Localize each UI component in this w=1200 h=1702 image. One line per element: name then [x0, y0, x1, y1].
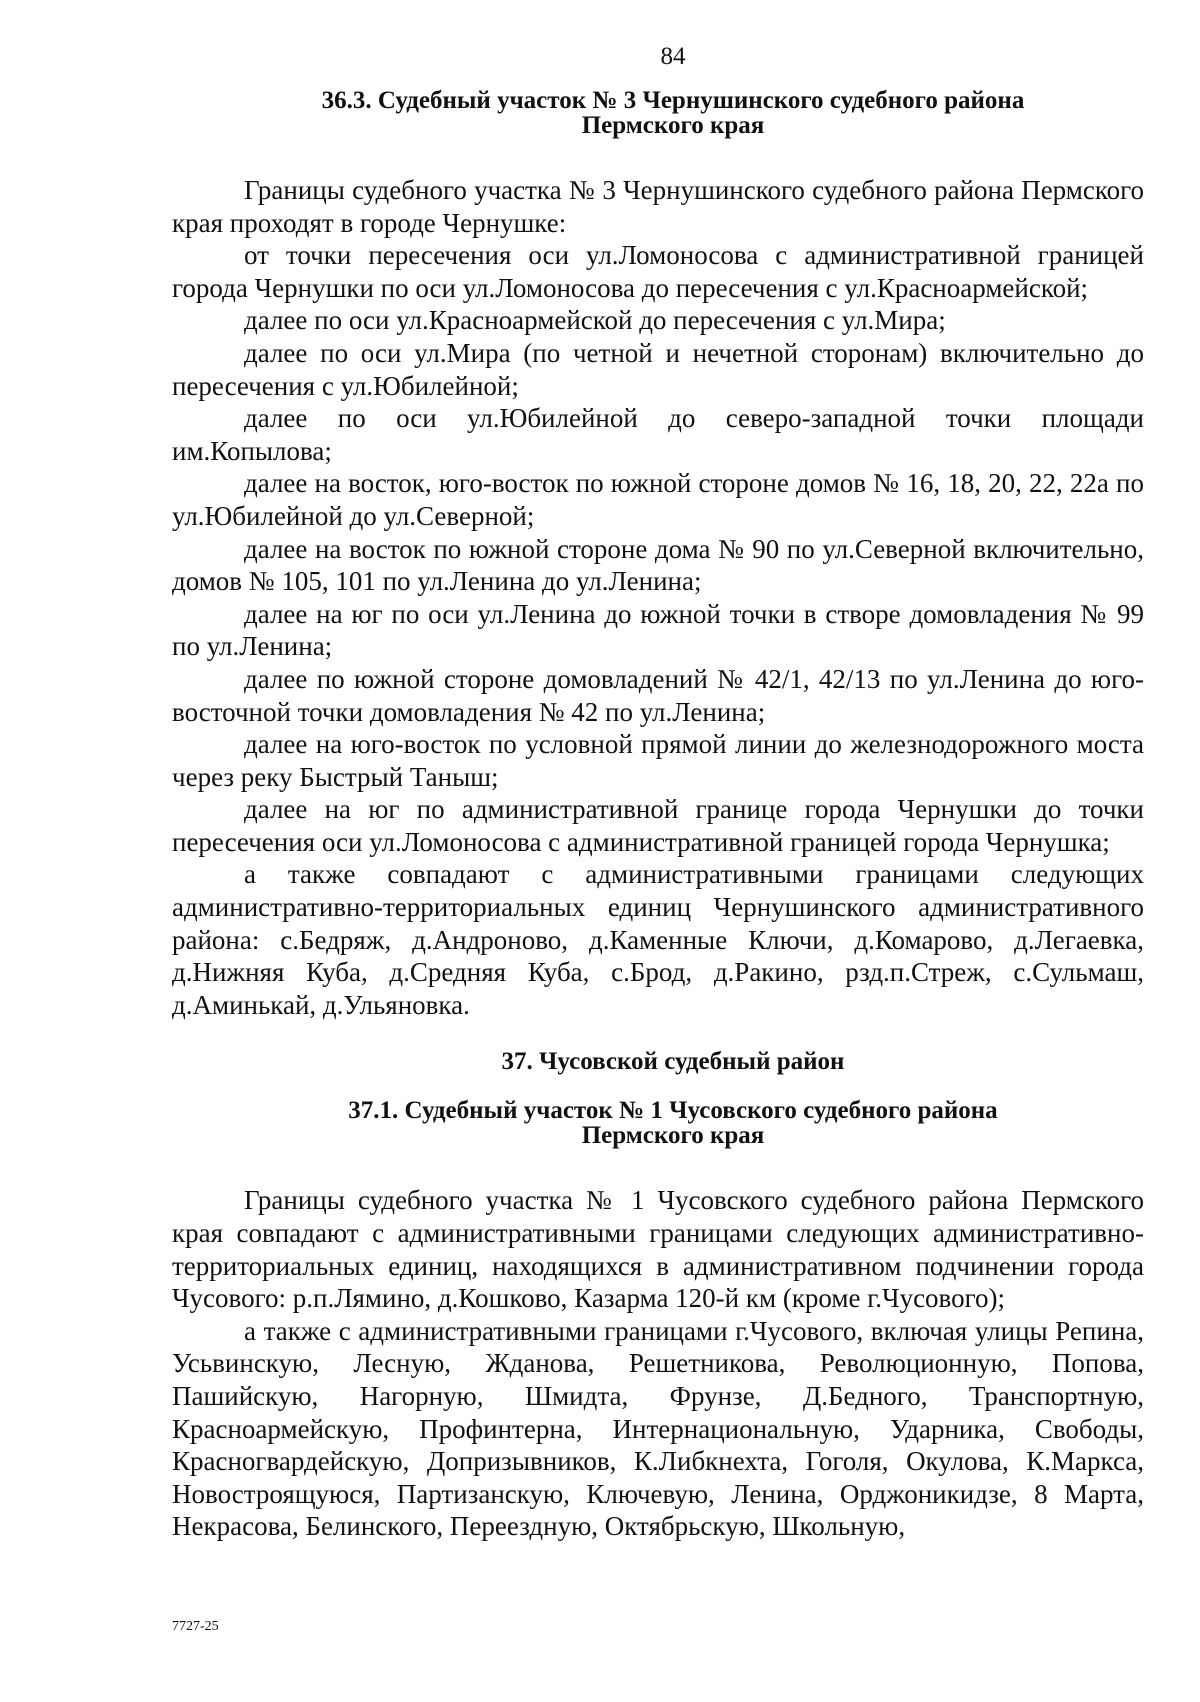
section-36-3-heading-line1: 36.3. Судебный участок № 3 Чернушинского судебного района: [321, 87, 1025, 114]
section-37-1-heading-line1: 37.1. Судебный участок № 1 Чусовского судебного района: [348, 1097, 998, 1125]
paragraph: далее по южной стороне домовладений № 42/1, 42/13 по ул.Ленина до юго-восточной точки домовладения № 42 по ул.Ленина;: [172, 663, 1144, 727]
page-number: 84: [660, 43, 686, 70]
paragraph: Границы судебного участка № 3 Чернушинского судебного района Пермского края проходят в городе Чернушке:: [172, 175, 1144, 238]
section-37-1-heading-line2: Пермского края: [581, 1122, 765, 1150]
paragraph: далее на юг по административной границе города Чернушки до точки пересечения оси ул.Ломоносова с административной границей города Чернушка;: [172, 794, 1144, 857]
paragraph: далее на восток, юго-восток по южной стороне домов № 16, 18, 20, 22, 22а по ул.Юбилейной до ул.Северной;: [172, 468, 1144, 531]
section-37-1-heading: [172, 1098, 1144, 1148]
section-36-3-body: [172, 174, 1144, 1021]
section-37-heading: 37. Чусовской судебный район: [501, 1048, 845, 1076]
paragraph: а также с административными границами г.Чусового, включая улицы Репина, Усьвинскую, Лесную, Жданова, Решетникова, Революционную, Попова, Пашийскую, Нагорную, Шмидта, Фрунзе, Д.Бедного, Транспортную, Красноармейскую, Профинтерна, Интернациональную, Ударника, Свободы, Красногвардейскую, Допризывников, К.Либкнехта, Гоголя, Окулова, К.Маркса, Новостроящуюся, Партизанскую, Ключевую, Ленина, Орджоникидзе, 8 Марта, Некрасова, Белинского, Переездную, Октябрьскую, Школьную,: [172, 1315, 1144, 1542]
paragraph: а также совпадают с административными границами следующих административно-территориальных единиц Чернушинского административного района: с.Бедряж, д.Андроново, д.Каменные Ключи, д.Комарово, д.Легаевка, д.Нижняя Куба, д.Средняя Куба, с.Брод, д.Ракино, рзд.п.Стреж, с.Сульмаш, д.Аминькай, д.Ульяновка.: [172, 859, 1144, 1020]
paragraph: далее на юг по оси ул.Ленина до южной точки в створе домовладения № 99 по ул.Ленина;: [172, 598, 1144, 662]
paragraph: далее на восток по южной стороне дома № 90 по ул.Северной включительно, домов № 105, 101 по ул.Ленина до ул.Ленина;: [172, 533, 1144, 597]
paragraph: Границы судебного участка № 1 Чусовского судебного района Пермского края совпадают с административными границами следующих административно-территориальных единиц, находящихся в административном подчинении города Чусового: р.п.Лямино, д.Кошково, Казарма 120-й км (кроме г.Чусового);: [172, 1185, 1144, 1314]
document-code: 7727-25: [172, 1619, 219, 1634]
paragraph: далее по оси ул.Мира (по четной и нечетной сторонам) включительно до пересечения с ул.Юбилейной;: [172, 337, 1144, 401]
section-37-1-body: [172, 1184, 1144, 1543]
paragraph: от точки пересечения оси ул.Ломоносова с административной границей города Чернушки по оси ул.Ломоносова до пересечения с ул.Красноармейской;: [172, 240, 1144, 303]
paragraph: далее по оси ул.Красноармейской до пересечения с ул.Мира;: [244, 305, 946, 336]
section-36-3-heading-line2: Пермского края: [581, 112, 765, 139]
paragraph: далее по оси ул.Юбилейной до северо-западной точки площади им.Копылова;: [172, 403, 1144, 466]
page-content: [172, 42, 1144, 1543]
section-36-3-heading: [172, 88, 1144, 138]
paragraph: далее на юго-восток по условной прямой линии до железнодорожного моста через реку Быстрый Таныш;: [172, 729, 1144, 792]
